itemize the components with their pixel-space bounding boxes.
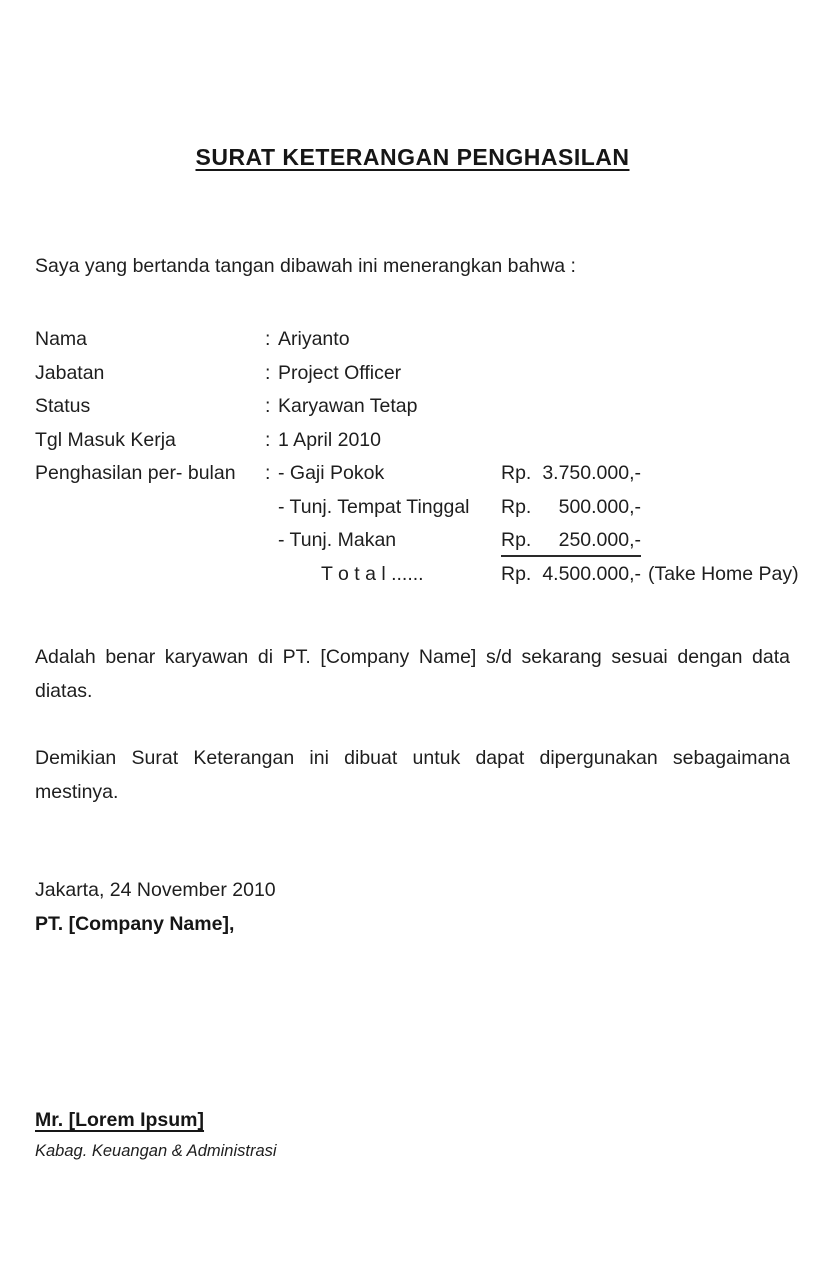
field-separator: :	[265, 361, 271, 384]
income-row-tunj-tempat-tinggal	[35, 491, 790, 525]
income-item-name: - Gaji Pokok	[278, 462, 385, 484]
company-name: PT. [Company Name],	[35, 913, 235, 935]
statement-paragraph: Adalah benar karyawan di PT. [Company Name] s/d sekarang sesuai dengan data diatas.	[35, 646, 790, 702]
employee-details	[35, 323, 799, 591]
field-value: Ariyanto	[278, 328, 350, 350]
income-row-total	[35, 558, 799, 592]
income-total-amount	[501, 561, 641, 588]
currency-prefix: Rp.	[501, 462, 532, 484]
income-row-gaji-pokok	[35, 457, 790, 491]
field-separator: :	[265, 428, 271, 451]
field-label: Status	[35, 395, 91, 417]
field-label: Nama	[35, 328, 88, 350]
signatory-name: Mr. [Lorem Ipsum]	[35, 1109, 205, 1131]
amount-value: 3.750.000,-	[542, 462, 641, 484]
income-row-tunj-makan	[35, 524, 790, 558]
field-value: 1 April 2010	[278, 428, 381, 451]
signature-block	[35, 1107, 790, 1162]
income-amount-underlined	[501, 527, 641, 557]
income-total-label: T o t a l ......	[321, 562, 424, 585]
income-item-name: - Tunj. Tempat Tinggal	[278, 495, 470, 518]
field-separator: :	[265, 395, 271, 417]
field-value: Project Officer	[278, 361, 402, 384]
income-item-name: - Tunj. Makan	[278, 529, 397, 551]
field-value: Karyawan Tetap	[278, 395, 418, 417]
field-row-status	[35, 390, 790, 424]
place-date: Jakarta, 24 November 2010	[35, 879, 276, 901]
field-label: Tgl Masuk Kerja	[35, 428, 176, 451]
take-home-pay-note: (Take Home Pay)	[648, 562, 799, 585]
field-row-nama	[35, 323, 790, 357]
letter-title	[35, 0, 790, 171]
field-separator: :	[265, 328, 271, 350]
income-amount	[501, 494, 641, 521]
closing-block	[35, 873, 790, 941]
field-row-jabatan	[35, 357, 790, 391]
currency-prefix: Rp.	[501, 562, 532, 585]
intro-line: Saya yang bertanda tangan dibawah ini menerangkan bahwa :	[35, 255, 576, 277]
closing-paragraph: Demikian Surat Keterangan ini dibuat untuk dapat dipergunakan sebagaimana mestinya.	[35, 747, 790, 803]
income-amount	[501, 460, 641, 487]
amount-value: 500.000,-	[558, 495, 641, 518]
field-label: Jabatan	[35, 361, 105, 384]
currency-prefix: Rp.	[501, 495, 532, 518]
currency-prefix: Rp.	[501, 529, 532, 551]
income-label: Penghasilan per- bulan	[35, 462, 236, 484]
amount-value: 250.000,-	[558, 529, 641, 551]
income-separator: :	[265, 462, 271, 484]
amount-value: 4.500.000,-	[542, 562, 641, 585]
letter-title-text: SURAT KETERANGAN PENGHASILAN	[195, 144, 630, 170]
field-row-tgl-masuk	[35, 424, 790, 458]
signatory-title: Kabag. Keuangan & Administrasi	[35, 1142, 277, 1160]
